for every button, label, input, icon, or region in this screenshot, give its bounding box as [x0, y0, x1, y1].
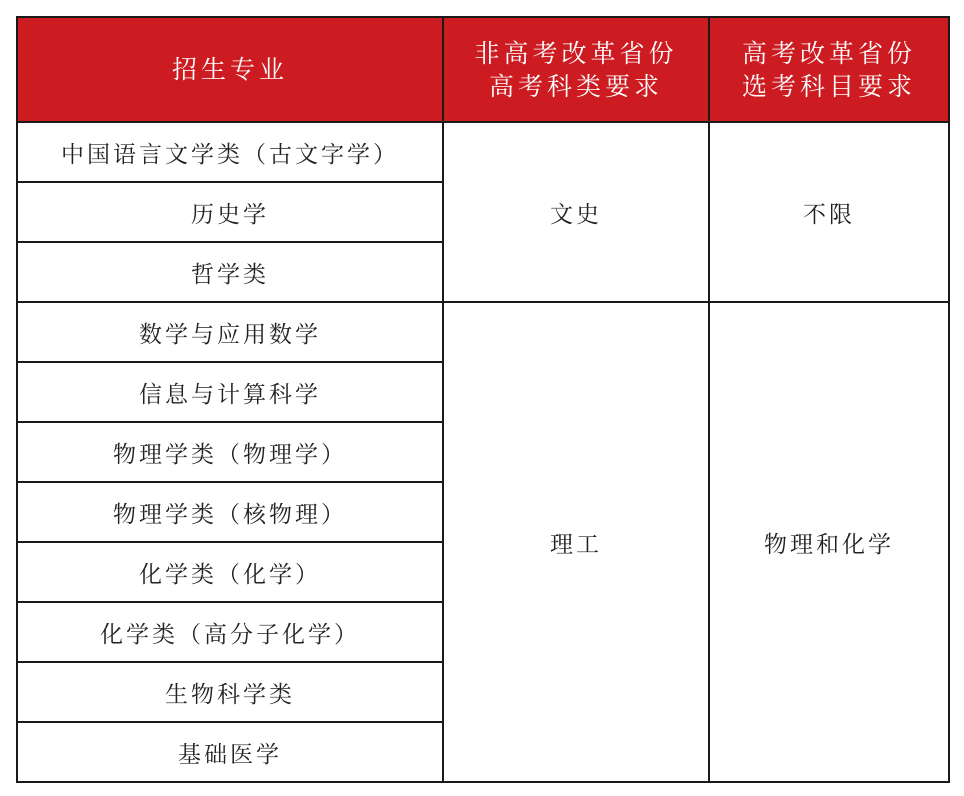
header-reform — [709, 17, 949, 122]
header-non-reform — [443, 17, 709, 122]
major-cell: 数学与应用数学 — [17, 302, 443, 362]
non-reform-requirement-cell: 理工 — [443, 302, 709, 782]
reform-requirement-cell: 不限 — [709, 122, 949, 302]
major-cell: 哲学类 — [17, 242, 443, 302]
table-row — [17, 302, 949, 362]
header-reform-line-2: 选考科目要求 — [741, 71, 916, 101]
major-cell: 物理学类（核物理） — [17, 482, 443, 542]
major-cell: 历史学 — [17, 182, 443, 242]
admission-requirements-table — [16, 16, 950, 783]
major-cell: 物理学类（物理学） — [17, 422, 443, 482]
major-cell: 生物科学类 — [17, 662, 443, 722]
major-cell: 信息与计算科学 — [17, 362, 443, 422]
major-cell: 化学类（高分子化学） — [17, 602, 443, 662]
header-row — [17, 17, 949, 122]
header-major: 招生专业 — [17, 17, 443, 122]
header-reform-line-1: 高考改革省份 — [741, 38, 916, 68]
table-row — [17, 122, 949, 182]
major-cell: 基础医学 — [17, 722, 443, 782]
reform-requirement-cell: 物理和化学 — [709, 302, 949, 782]
header-non-reform-line-1: 非高考改革省份 — [474, 38, 678, 68]
table-body — [17, 122, 949, 782]
header-non-reform-line-2: 高考科类要求 — [488, 71, 663, 101]
non-reform-requirement-cell: 文史 — [443, 122, 709, 302]
table-header — [17, 17, 949, 122]
major-cell: 化学类（化学） — [17, 542, 443, 602]
major-cell: 中国语言文学类（古文字学） — [17, 122, 443, 182]
